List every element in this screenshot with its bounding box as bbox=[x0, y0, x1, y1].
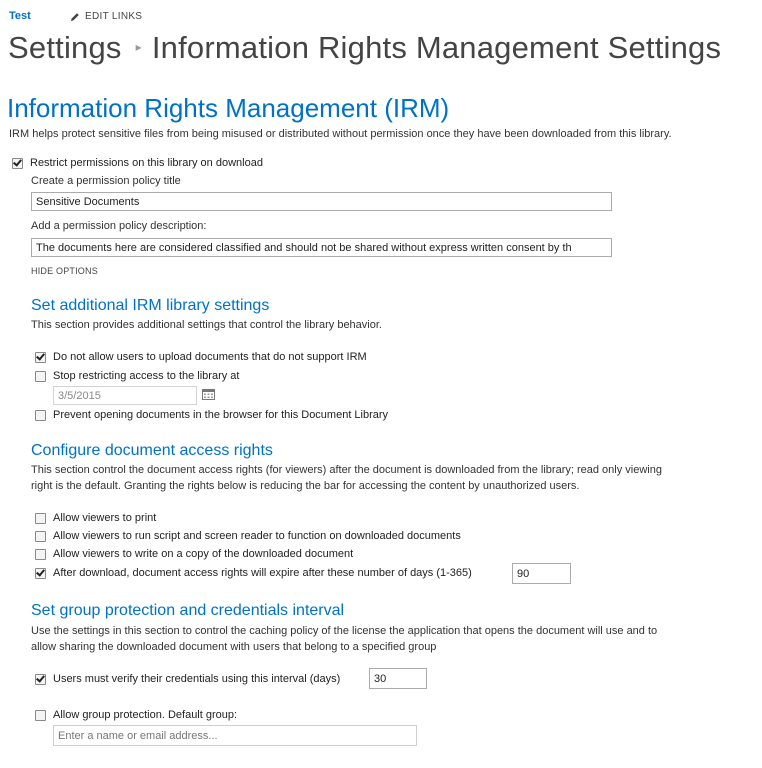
edit-links-button[interactable] bbox=[70, 11, 142, 22]
access-rights-description-line1: This section control the document access rights (for viewers) after the document is downloaded from the library; read only viewing bbox=[31, 464, 662, 476]
policy-description-input[interactable]: The documents here are considered classified and should not be shared without express written consent by th bbox=[31, 238, 612, 257]
group-protection-checkbox-row[interactable] bbox=[35, 709, 237, 721]
allow-script-checkbox[interactable] bbox=[35, 531, 46, 542]
stop-restricting-checkbox[interactable] bbox=[35, 371, 46, 382]
verify-days-input[interactable]: 30 bbox=[369, 668, 427, 689]
access-rights-description-line2: right is the default. Granting the rights below is reducing the bar for accessing the content by unauthorized users. bbox=[31, 480, 580, 492]
allow-write-checkbox[interactable] bbox=[35, 549, 46, 560]
page-title bbox=[8, 30, 721, 66]
group-protection-label: Allow group protection. Default group: bbox=[53, 709, 238, 721]
allow-write-checkbox-row[interactable] bbox=[35, 548, 353, 560]
allow-print-label: Allow viewers to print bbox=[53, 512, 157, 524]
page-title-text: Information Rights Management Settings bbox=[151, 30, 722, 65]
irm-heading: Information Rights Management (IRM) bbox=[7, 93, 450, 123]
group-protection-checkbox[interactable] bbox=[35, 710, 46, 721]
library-settings-description: This section provides additional settings that control the library behavior. bbox=[31, 319, 382, 331]
no-upload-label: Do not allow users to upload documents that do not support IRM bbox=[53, 351, 367, 363]
verify-credentials-label: Users must verify their credentials using this interval (days) bbox=[53, 673, 341, 685]
prevent-browser-label: Prevent opening documents in the browser for this Document Library bbox=[53, 409, 389, 421]
allow-write-label: Allow viewers to write on a copy of the downloaded document bbox=[53, 548, 354, 560]
restrict-permissions-checkbox-row[interactable] bbox=[12, 157, 263, 169]
group-protection-description-line1: Use the settings in this section to control the caching policy of the license the application that opens the document will use and to bbox=[31, 625, 658, 637]
edit-links-label: EDIT LINKS bbox=[85, 11, 143, 22]
verify-credentials-checkbox[interactable] bbox=[35, 674, 46, 685]
breadcrumb-arrow-icon: ▸ bbox=[135, 39, 142, 54]
policy-description-label: Add a permission policy description: bbox=[31, 220, 207, 232]
expire-label: After download, document access rights will expire after these number of days (1-365) bbox=[53, 567, 472, 579]
stop-restricting-label: Stop restricting access to the library at bbox=[53, 370, 240, 382]
allow-script-checkbox-row[interactable] bbox=[35, 530, 461, 542]
stop-restricting-checkbox-row[interactable] bbox=[35, 370, 239, 382]
group-protection-description-line2: allow sharing the downloaded document with users that belong to a specified group bbox=[31, 641, 437, 653]
prevent-browser-checkbox[interactable] bbox=[35, 410, 46, 421]
expire-checkbox[interactable] bbox=[35, 568, 46, 579]
stop-date-input[interactable]: 3/5/2015 bbox=[53, 386, 197, 405]
site-link-test[interactable]: Test bbox=[9, 10, 31, 22]
no-upload-checkbox-row[interactable] bbox=[35, 351, 367, 363]
restrict-permissions-label: Restrict permissions on this library on download bbox=[30, 157, 263, 169]
policy-title-input[interactable]: Sensitive Documents bbox=[31, 192, 612, 211]
prevent-browser-checkbox-row[interactable] bbox=[35, 409, 388, 421]
default-group-input[interactable]: Enter a name or email address... bbox=[53, 725, 417, 746]
group-protection-heading: Set group protection and credentials interval bbox=[31, 602, 345, 619]
restrict-permissions-checkbox[interactable] bbox=[12, 158, 23, 169]
expire-days-input[interactable]: 90 bbox=[512, 563, 571, 584]
allow-print-checkbox[interactable] bbox=[35, 513, 46, 524]
policy-title-label: Create a permission policy title bbox=[31, 175, 181, 187]
group-protection-description bbox=[31, 623, 657, 655]
calendar-icon[interactable] bbox=[202, 387, 215, 398]
access-rights-description bbox=[31, 462, 662, 494]
allow-print-checkbox-row[interactable] bbox=[35, 512, 156, 524]
library-settings-heading: Set additional IRM library settings bbox=[31, 297, 270, 314]
expire-checkbox-row[interactable] bbox=[35, 567, 472, 579]
no-upload-checkbox[interactable] bbox=[35, 352, 46, 363]
breadcrumb-settings[interactable]: Settings bbox=[8, 30, 122, 65]
access-rights-heading: Configure document access rights bbox=[31, 442, 273, 459]
pencil-icon bbox=[70, 12, 80, 22]
irm-intro: IRM helps protect sensitive files from being misused or distributed without permission once they have been downloaded from this library. bbox=[9, 128, 672, 140]
hide-options-link[interactable]: HIDE OPTIONS bbox=[31, 266, 98, 276]
allow-script-label: Allow viewers to run script and screen reader to function on downloaded documents bbox=[53, 530, 461, 542]
verify-credentials-checkbox-row[interactable] bbox=[35, 673, 340, 685]
